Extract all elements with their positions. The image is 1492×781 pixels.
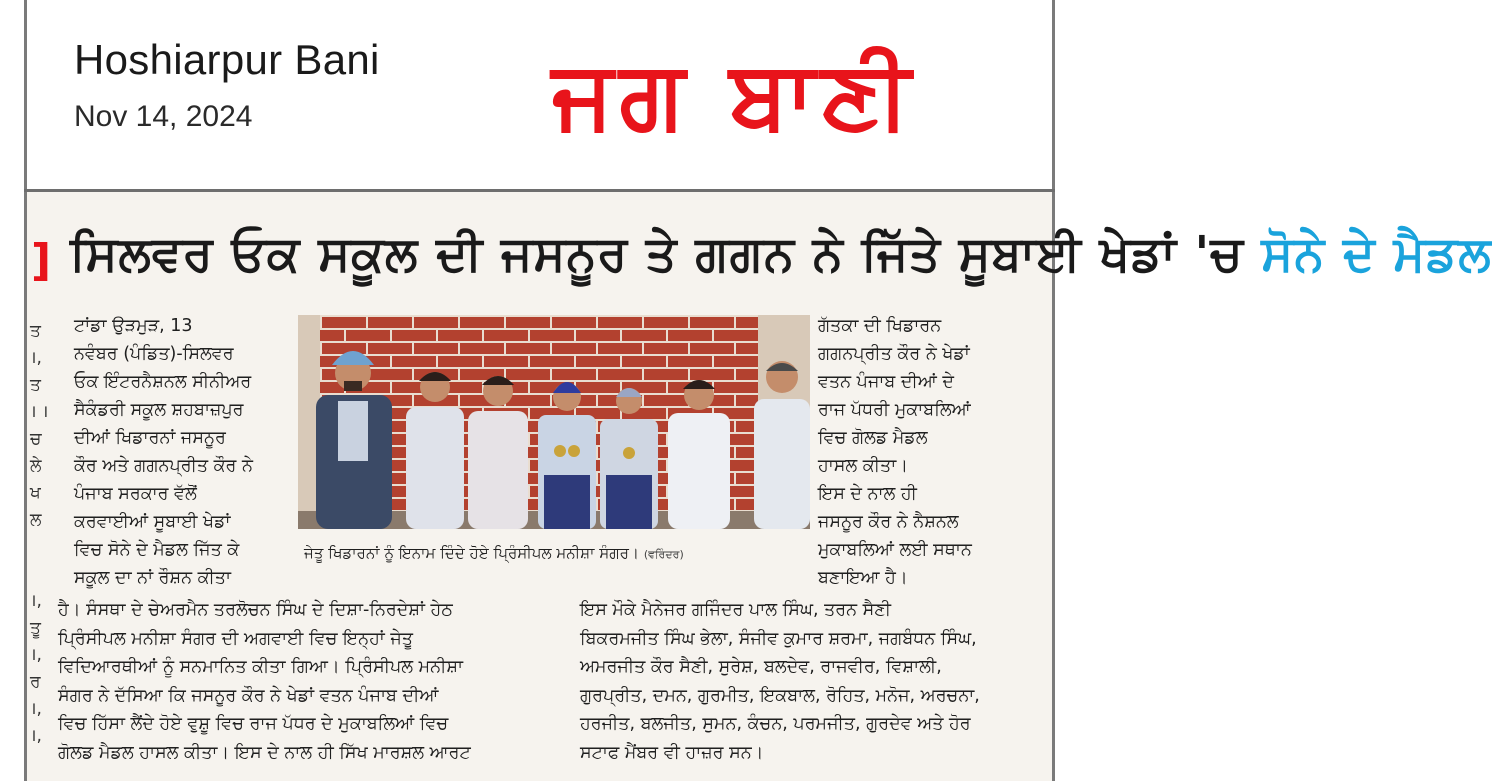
left-column-line: ਸਕੂਲ ਦਾ ਨਾਂ ਰੌਸ਼ਨ ਕੀਤਾ	[74, 568, 232, 588]
edge-fragment: ।,	[30, 699, 42, 719]
edge-fragment: ਚ	[30, 429, 42, 449]
article-bottom-right	[580, 596, 1030, 767]
caption-credit: (ਵਰਿੰਦਰ)	[643, 548, 684, 561]
newspaper-masthead-logo: ਜਗ ਬਾਣੀ	[552, 41, 917, 150]
edge-fragment: ।,	[30, 591, 42, 611]
adjacent-article-edge-text	[30, 318, 52, 746]
left-column-line: ਸੈਕੰਡਰੀ ਸਕੂਲ ਸ਼ਹਬਾਜ਼ਪੁਰ	[74, 400, 244, 420]
headline-main: ਸਿਲਵਰ ਓਕ ਸਕੂਲ ਦੀ ਜਸਨੂਰ ਤੇ ਗਗਨ ਨੇ ਜਿੱਤੇ ਸੂਬਾਈ ਖੇਡਾਂ 'ਚ	[70, 226, 1244, 282]
edge-fragment: ।,	[30, 645, 42, 665]
right-column-line: ਜਸਨੂਰ ਕੌਰ ਨੇ ਨੈਸ਼ਨਲ	[818, 512, 959, 532]
right-column-line: ਬਣਾਇਆ ਹੈ।	[818, 568, 908, 588]
adjacent-article-edge-mark: ]	[31, 235, 52, 286]
bottom-left-line: ਗੋਲਡ ਮੈਡਲ ਹਾਸਲ ਕੀਤਾ। ਇਸ ਦੇ ਨਾਲ ਹੀ ਸਿੱਖ ਮਾਰਸ਼ਲ ਆਰਟ	[58, 742, 471, 763]
photo-illustration	[298, 315, 810, 529]
article-bottom-left	[58, 596, 558, 767]
bottom-left-line: ਪ੍ਰਿੰਸੀਪਲ ਮਨੀਸ਼ਾ ਸੰਗਰ ਦੀ ਅਗਵਾਈ ਵਿਚ ਇਨ੍ਹਾਂ ਜੇਤੂ	[58, 628, 413, 649]
edge-fragment: ਤ	[30, 321, 41, 341]
article-photo	[298, 315, 810, 529]
bottom-right-line: ਗੁਰਪ੍ਰੀਤ, ਦਮਨ, ਗੁਰਮੀਤ, ਇਕਬਾਲ, ਰੋਹਿਤ, ਮਨੋਜ, ਅਰਚਨਾ,	[580, 685, 980, 706]
right-column-line: ਵਤਨ ਪੰਜਾਬ ਦੀਆਂ ਦੇ	[818, 372, 954, 392]
left-column-line: ਕਰਵਾਈਆਂ ਸੂਬਾਈ ਖੇਡਾਂ	[74, 512, 231, 532]
right-column-line: ਗੱਤਕਾ ਦੀ ਖਿਡਾਰਨ	[818, 316, 942, 336]
bottom-left-line: ਵਿਚ ਹਿੱਸਾ ਲੈਂਦੇ ਹੋਏ ਵੁਸ਼ੂ ਵਿਚ ਰਾਜ ਪੱਧਰ ਦੇ ਮੁਕਾਬਲਿਆਂ ਵਿਚ	[58, 714, 449, 734]
right-column-line: ਰਾਜ ਪੱਧਰੀ ਮੁਕਾਬਲਿਆਂ	[818, 400, 971, 420]
photo-caption	[304, 540, 814, 566]
edge-fragment	[30, 561, 52, 588]
bottom-right-line: ਬਿਕਰਮਜੀਤ ਸਿੰਘ ਭੇਲਾ, ਸੰਜੀਵ ਕੁਮਾਰ ਸ਼ਰਮਾ, ਜਗਬੰਧਨ ਸਿੰਘ,	[580, 628, 977, 649]
bottom-left-line: ਵਿਦਿਆਰਥੀਆਂ ਨੂੰ ਸਨਮਾਨਿਤ ਕੀਤਾ ਗਿਆ। ਪ੍ਰਿੰਸੀਪਲ ਮਨੀਸ਼ਾ	[58, 657, 464, 677]
edge-fragment: ਲ	[30, 510, 42, 530]
left-column-line: ਵਿਚ ਸੋਨੇ ਦੇ ਮੈਡਲ ਜਿੱਤ ਕੇ	[74, 540, 240, 560]
article-right-column	[818, 312, 1024, 592]
edge-fragment	[30, 534, 52, 561]
article-left-column	[74, 312, 292, 592]
edge-fragment: ।,	[30, 348, 42, 368]
left-column-line: ਨਵੰਬਰ (ਪੰਡਿਤ)-ਸਿਲਵਰ	[74, 344, 234, 364]
edge-fragment: ਖ	[30, 483, 41, 503]
edge-fragment: । ।	[30, 402, 49, 422]
edge-fragment: ।,	[30, 726, 42, 746]
article-headline	[70, 214, 1492, 294]
bottom-left-line: ਸੰਗਰ ਨੇ ਦੱਸਿਆ ਕਿ ਜਸਨੂਰ ਕੌਰ ਨੇ ਖੇਡਾਂ ਵਤਨ ਪੰਜਾਬ ਦੀਆਂ	[58, 685, 439, 706]
right-column-line: ਹਾਸਲ ਕੀਤਾ।	[818, 456, 908, 476]
caption-text: ਜੇਤੂ ਖਿਡਾਰਨਾਂ ਨੂੰ ਇਨਾਮ ਦਿੰਦੇ ਹੋਏ ਪ੍ਰਿੰਸੀਪਲ ਮਨੀਸ਼ਾ ਸੰਗਰ।	[304, 544, 640, 562]
bottom-right-line: ਇਸ ਮੌਕੇ ਮੈਨੇਜਰ ਗਜਿੰਦਰ ਪਾਲ ਸਿੰਘ, ਤਰਨ ਸੈਣੀ	[580, 600, 891, 620]
source-name: Hoshiarpur Bani	[74, 36, 380, 83]
bottom-left-line: ਹੈ। ਸੰਸਥਾ ਦੇ ਚੇਅਰਮੈਨ ਤਰਲੋਚਨ ਸਿੰਘ ਦੇ ਦਿਸ਼ਾ-ਨਿਰਦੇਸ਼ਾਂ ਹੇਠ	[58, 600, 453, 620]
edge-fragment: ਤ	[30, 375, 41, 395]
edge-fragment: ਲੇ	[30, 456, 42, 476]
publication-date: Nov 14, 2024	[74, 100, 253, 133]
bottom-right-line: ਹਰਜੀਤ, ਬਲਜੀਤ, ਸੁਮਨ, ਕੰਚਨ, ਪਰਮਜੀਤ, ਗੁਰਦੇਵ ਅਤੇ ਹੋਰ	[580, 714, 971, 734]
left-column-line: ਟਾਂਡਾ ਉੜਮੁੜ, 13	[74, 316, 193, 336]
right-column-line: ਗਗਨਪ੍ਰੀਤ ਕੌਰ ਨੇ ਖੇਡਾਂ	[818, 344, 970, 364]
headline-accent: ਸੋਨੇ ਦੇ ਮੈਡਲ	[1261, 226, 1492, 282]
bottom-right-line: ਸਟਾਫ ਮੈਂਬਰ ਵੀ ਹਾਜ਼ਰ ਸਨ।	[580, 742, 764, 763]
left-column-line: ਓਕ ਇੰਟਰਨੈਸ਼ਨਲ ਸੀਨੀਅਰ	[74, 372, 252, 392]
left-column-line: ਦੀਆਂ ਖਿਡਾਰਨਾਂ ਜਸਨੂਰ	[74, 428, 226, 448]
left-column-line: ਕੌਰ ਅਤੇ ਗਗਨਪ੍ਰੀਤ ਕੌਰ ਨੇ	[74, 456, 253, 476]
right-column-line: ਇਸ ਦੇ ਨਾਲ ਹੀ	[818, 484, 917, 504]
bottom-right-line: ਅਮਰਜੀਤ ਕੌਰ ਸੈਣੀ, ਸੁਰੇਸ਼, ਬਲਦੇਵ, ਰਾਜਵੀਰ, ਵਿਸ਼ਾਲੀ,	[580, 657, 942, 677]
frame-right-border	[1052, 0, 1055, 781]
right-column-line: ਮੁਕਾਬਲਿਆਂ ਲਈ ਸਥਾਨ	[818, 540, 972, 560]
right-column-line: ਵਿਚ ਗੋਲਡ ਮੈਡਲ	[818, 428, 928, 448]
edge-fragment: ਰ	[30, 672, 41, 692]
left-column-line: ਪੰਜਾਬ ਸਰਕਾਰ ਵੱਲੋਂ	[74, 484, 197, 504]
edge-fragment: ਤੂ	[30, 618, 41, 638]
